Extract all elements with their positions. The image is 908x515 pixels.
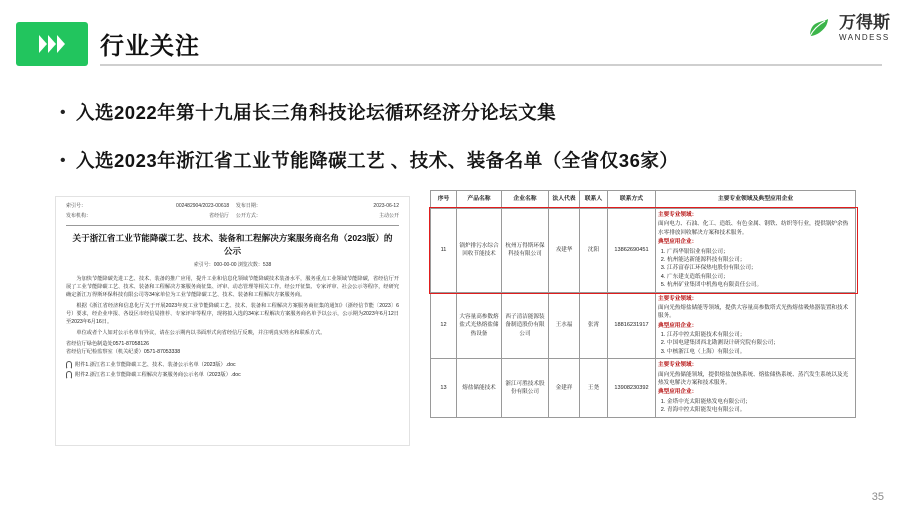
paperclip-icon <box>66 361 72 369</box>
brand-logo <box>807 14 890 42</box>
chevron-right-icon <box>57 35 65 53</box>
bullet-list <box>60 100 860 196</box>
col-no: 序号 <box>431 191 457 209</box>
cell-company: 西子清洁能源装备制造股份有限公司 <box>502 292 549 359</box>
index-value: 002482904/2023-00618 <box>176 203 230 209</box>
chevron-right-icon <box>48 35 56 53</box>
cell-no: 13 <box>431 359 457 417</box>
bullet-dot-icon: • <box>60 104 66 121</box>
cell-legal: 金建祥 <box>549 359 580 417</box>
cell-phone: 13862690451 <box>608 209 656 293</box>
case-item: 3. 江苏富春江环保热电股份有限公司； <box>667 264 853 272</box>
document-contact-line: 省经信厅绿色制造处0571-87058126 <box>66 341 150 348</box>
col-legal: 法人代表 <box>549 191 580 209</box>
cell-company: 杭州万得斯环保科技有限公司 <box>502 209 549 293</box>
open-label: 公开方式： <box>235 212 261 219</box>
table-header-row <box>431 191 856 209</box>
cell-field-detail <box>656 359 856 417</box>
paperclip-icon <box>66 371 72 379</box>
publish-label: 发布日期： <box>235 203 261 209</box>
page-number: 35 <box>871 491 884 503</box>
case-item: 1. 江苏中控太阳能技术有限公司； <box>667 331 853 339</box>
document-paragraph: 为加快节能降碳先进工艺、技术、装备的推广应用，提升工业和信息化领域节能降碳技术装备水平，服务重点工业领域节能降碳，省经信厅开展了工业节能降碳工艺、技术、装备和工程解决方案服务商征集、评审、动态管理等相关工作。经公开征集、专家评审、社会公示等程序，经研究确定浙江万得斯环保科技有限公司等34家单位为工业节能降碳工艺、技术、装备和工程解决方案服务商。 <box>66 275 399 298</box>
case-item: 5. 杭州矿业集团中机热电有限责任公司。 <box>667 281 853 289</box>
case-item: 4. 广东建支造纸有限公司； <box>667 273 853 281</box>
list-item <box>60 100 860 126</box>
logo-text-zh: 万得斯 <box>839 13 890 32</box>
logo-text-en: WANDESS <box>839 33 890 42</box>
leaf-icon <box>807 15 833 41</box>
case-item: 3. 中核浙江电（上海）有限公司。 <box>667 348 853 356</box>
cell-phone: 18816231917 <box>608 292 656 359</box>
page-title: 行业关注 <box>100 33 200 60</box>
document-meta <box>66 203 399 221</box>
field-text: 面向光热储能领域，提供熔盐加热系统、熔盐储热系统、蒸汽发生系统以及光热发电解决方案和技术服务。 <box>658 371 849 387</box>
document-paragraph: 根据《浙江省经济和信息化厅关于开展2023年度工业节能降碳工艺、技术、装备和工程解决方案服务商征集的通知》（浙经信节能〔2023〕6号）要求，经企业申报、各设区市经信局推荐、专家评审等程序，现将拟入选的34家工程解决方案服务商名单予以公示，公示期为2023年6月12日至2023年6月16日。 <box>66 302 399 326</box>
document-divider <box>66 225 399 226</box>
col-field: 主要专业领域及典型应用企业 <box>656 191 856 209</box>
chevron-badge <box>16 22 88 66</box>
field-text: 面向电力、石油、化工、造纸、有色金属、钢铁、纺织等行业，提供锅炉余热水零排放回收解决方案和技术服务。 <box>658 221 849 236</box>
field-label: 主要专业领域： <box>658 362 698 369</box>
cell-contact: 张霄 <box>580 292 608 359</box>
document-view-count: 索引号：000-00-00 浏览次数：538 <box>193 262 272 268</box>
slide-header <box>0 0 908 78</box>
list-item <box>60 148 860 174</box>
government-notice-document <box>55 196 410 446</box>
cell-product: 大容量高参数熔盐式光热熔盐储热设备 <box>457 292 502 359</box>
document-attachments <box>66 361 399 379</box>
registry-table <box>430 190 856 418</box>
cell-contact: 王尧 <box>580 359 608 417</box>
field-label: 主要专业领域： <box>658 212 698 218</box>
open-value: 主动公开 <box>378 212 399 219</box>
org-value: 省经信厅 <box>209 212 230 219</box>
cell-no: 12 <box>431 292 457 359</box>
bullet-dot-icon: • <box>60 152 66 169</box>
cell-legal: 戎建华 <box>549 209 580 293</box>
attachment-label: 附件1.浙江省工业节能降碳工艺、技术、装备公示名单（2023版）.doc <box>75 362 236 369</box>
cases-list <box>658 398 853 415</box>
cases-list <box>658 331 853 356</box>
attachment-label: 附件2.浙江省工业节能降碳工程解决方案服务商公示名单（2023版）.doc <box>75 372 241 379</box>
col-company: 企业名称 <box>502 191 549 209</box>
col-phone: 联系方式 <box>608 191 656 209</box>
cell-legal: 王水福 <box>549 292 580 359</box>
case-item: 1. 金塔中光太阳能热发电有限公司； <box>667 398 853 406</box>
cell-phone: 13908230392 <box>608 359 656 417</box>
cell-company: 浙江可胜技术股份有限公司 <box>502 359 549 417</box>
case-item: 2. 中国电建集团西北勘测设计研究院有限公司； <box>667 339 853 347</box>
document-contact-line: 省经信厅纪检监察室（机关纪委）0571-87053338 <box>66 349 181 356</box>
chevron-right-icon <box>39 35 47 53</box>
cell-product: 锅炉排污水综合回收节能技术 <box>457 209 502 293</box>
col-product: 产品名称 <box>457 191 502 209</box>
registry-table-wrapper <box>430 190 855 418</box>
field-text: 面向光热熔盐储能等领域，提供大容量高参数塔式光热熔盐吸热器装置和技术服务。 <box>658 304 849 320</box>
cell-field-detail <box>656 292 856 359</box>
table-row <box>431 209 856 293</box>
cell-no: 11 <box>431 209 457 293</box>
cell-contact: 沈阳 <box>580 209 608 293</box>
header-divider <box>100 64 882 66</box>
cases-label: 典型应用企业： <box>658 389 698 396</box>
attachment-item[interactable] <box>66 371 399 379</box>
table-row <box>431 292 856 359</box>
publish-value: 2023-06-12 <box>373 203 399 209</box>
attachment-item[interactable] <box>66 361 399 369</box>
case-item: 2. 青海中控太阳能发电有限公司。 <box>667 406 853 414</box>
bullet-text: 入选2023年浙江省工业节能降碳工艺 、技术、装备名单（全省仅36家） <box>76 150 679 171</box>
org-label: 发布机构： <box>66 212 92 219</box>
cases-label: 典型应用企业： <box>658 239 698 246</box>
col-contact: 联系人 <box>580 191 608 209</box>
field-label: 主要专业领域： <box>658 295 698 302</box>
cell-product: 熔盐储能技术 <box>457 359 502 417</box>
table-row <box>431 359 856 417</box>
cases-label: 典型应用企业： <box>658 322 698 329</box>
case-item: 2. 杭州能达新能源科技有限公司； <box>667 256 853 264</box>
index-label: 索引号： <box>66 203 87 209</box>
case-item: 1. 广西华银铝业有限公司； <box>667 248 853 256</box>
cell-field-detail <box>656 209 856 293</box>
cases-list <box>658 248 853 290</box>
bullet-text: 入选2022年第十九届长三角科技论坛循环经济分论坛文集 <box>76 102 557 123</box>
document-title: 关于浙江省工业节能降碳工艺、技术、装备和工程解决方案服务商名角（2023版）的公示 <box>72 232 393 257</box>
document-paragraph: 单位或者个人如对公示名单有异议，请在公示期内以书面形式向省经信厅反映，并注明真实姓名和联系方式。 <box>76 330 326 337</box>
